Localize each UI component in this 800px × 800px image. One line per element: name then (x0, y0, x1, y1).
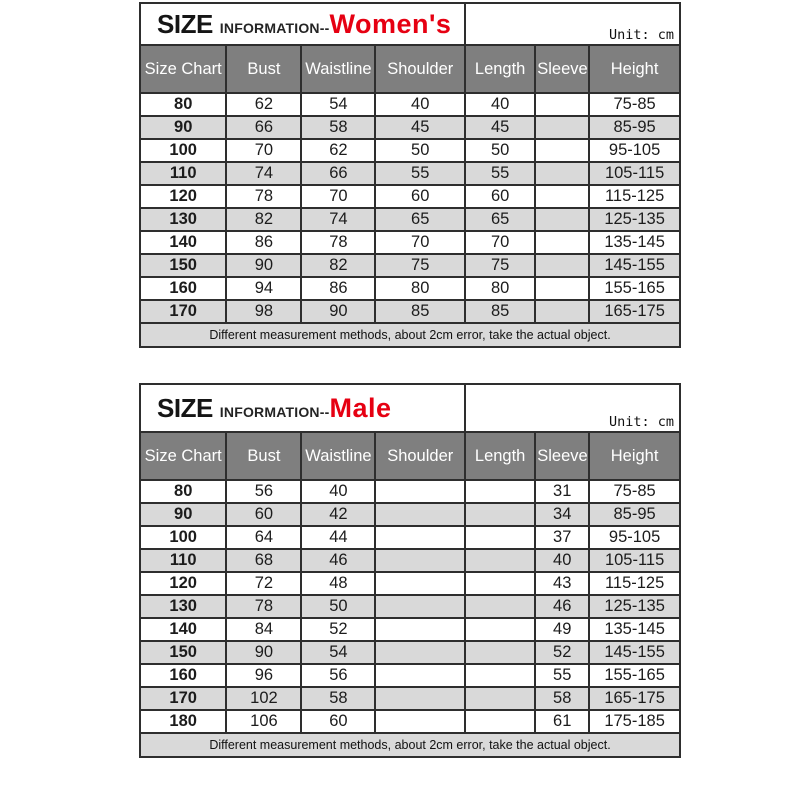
size-value: 90 (140, 503, 226, 526)
measurement-value (535, 116, 589, 139)
measurement-value: 64 (226, 526, 301, 549)
measurement-value: 75-85 (589, 480, 680, 503)
size-row (140, 595, 680, 618)
measurement-value (375, 526, 465, 549)
measurement-value: 125-135 (589, 595, 680, 618)
measurement-value: 60 (375, 185, 465, 208)
size-value: 80 (140, 93, 226, 116)
column-header: Bust (226, 432, 301, 480)
measurement-value (535, 208, 589, 231)
measurement-value: 82 (301, 254, 375, 277)
measurement-value: 55 (375, 162, 465, 185)
measurement-value: 50 (301, 595, 375, 618)
measurement-value: 70 (375, 231, 465, 254)
measurement-value (535, 139, 589, 162)
size-row (140, 549, 680, 572)
column-header: Waistline (301, 45, 375, 93)
measurement-value (535, 277, 589, 300)
measurement-value: 34 (535, 503, 589, 526)
column-header-row (140, 432, 680, 480)
measurement-value (535, 300, 589, 323)
womens-size-table (139, 2, 681, 348)
title-size-text: SIZE (157, 392, 213, 423)
measurement-value (375, 664, 465, 687)
size-row (140, 710, 680, 733)
title-information-text: INFORMATION-- (219, 19, 330, 36)
measurement-value: 60 (465, 185, 535, 208)
measurement-value: 55 (535, 664, 589, 687)
measurement-value: 86 (301, 277, 375, 300)
size-value: 140 (140, 231, 226, 254)
measurement-value: 85 (375, 300, 465, 323)
measurement-value: 70 (301, 185, 375, 208)
measurement-value: 95-105 (589, 139, 680, 162)
size-row (140, 116, 680, 139)
size-value: 80 (140, 480, 226, 503)
size-value: 160 (140, 277, 226, 300)
measurement-value: 125-135 (589, 208, 680, 231)
measurement-value: 72 (226, 572, 301, 595)
measurement-value (465, 526, 535, 549)
size-value: 170 (140, 300, 226, 323)
size-value: 100 (140, 139, 226, 162)
measurement-value: 96 (226, 664, 301, 687)
measurement-value: 40 (465, 93, 535, 116)
measurement-value: 62 (226, 93, 301, 116)
size-value: 180 (140, 710, 226, 733)
measurement-value: 155-165 (589, 277, 680, 300)
column-header: Length (465, 45, 535, 93)
measurement-value: 90 (301, 300, 375, 323)
size-table-body (140, 480, 680, 733)
size-table-body (140, 93, 680, 323)
measurement-value: 55 (465, 162, 535, 185)
measurement-value: 95-105 (589, 526, 680, 549)
measurement-value: 70 (226, 139, 301, 162)
measurement-value: 50 (465, 139, 535, 162)
measurement-value: 105-115 (589, 549, 680, 572)
measurement-value: 68 (226, 549, 301, 572)
measurement-value: 135-145 (589, 231, 680, 254)
measurement-value (465, 549, 535, 572)
measurement-value: 66 (226, 116, 301, 139)
title-row (140, 3, 680, 45)
size-row (140, 618, 680, 641)
measurement-value: 60 (226, 503, 301, 526)
measurement-value: 65 (375, 208, 465, 231)
measurement-value: 37 (535, 526, 589, 549)
footnote-row (140, 323, 680, 347)
size-row (140, 93, 680, 116)
size-row (140, 300, 680, 323)
measurement-value: 105-115 (589, 162, 680, 185)
measurement-value: 94 (226, 277, 301, 300)
measurement-value: 90 (226, 641, 301, 664)
measurement-value (465, 664, 535, 687)
measurement-value: 48 (301, 572, 375, 595)
measurement-value: 52 (535, 641, 589, 664)
measurement-value: 102 (226, 687, 301, 710)
table-title (140, 3, 465, 45)
column-header: Height (589, 45, 680, 93)
measurement-value: 52 (301, 618, 375, 641)
measurement-value: 75 (375, 254, 465, 277)
measurement-value (535, 162, 589, 185)
column-header: Length (465, 432, 535, 480)
measurement-value: 56 (301, 664, 375, 687)
measurement-value (375, 572, 465, 595)
size-value: 150 (140, 641, 226, 664)
measurement-value: 58 (301, 116, 375, 139)
column-header: Sleeve (535, 45, 589, 93)
measurement-value (375, 549, 465, 572)
title-gender-text: Women's (329, 8, 452, 39)
measurement-value: 56 (226, 480, 301, 503)
measurement-value (465, 595, 535, 618)
measurement-value: 80 (465, 277, 535, 300)
measurement-value: 45 (375, 116, 465, 139)
measurement-value: 43 (535, 572, 589, 595)
measurement-value: 70 (465, 231, 535, 254)
size-row (140, 185, 680, 208)
measurement-value: 74 (226, 162, 301, 185)
unit-label: Unit: cm (465, 3, 680, 45)
measurement-value: 62 (301, 139, 375, 162)
title-gender-text: Male (329, 392, 392, 423)
measurement-value (375, 595, 465, 618)
measurement-value: 50 (375, 139, 465, 162)
column-header: Size Chart (140, 432, 226, 480)
table-title (140, 384, 465, 432)
measurement-value: 66 (301, 162, 375, 185)
measurement-value: 75 (465, 254, 535, 277)
size-row (140, 572, 680, 595)
measurement-value (375, 503, 465, 526)
measurement-value (375, 641, 465, 664)
size-row (140, 503, 680, 526)
measurement-value: 46 (535, 595, 589, 618)
size-value: 130 (140, 595, 226, 618)
measurement-value (375, 480, 465, 503)
measurement-value: 78 (226, 185, 301, 208)
measurement-value: 155-165 (589, 664, 680, 687)
measurement-value: 135-145 (589, 618, 680, 641)
measurement-value: 84 (226, 618, 301, 641)
measurement-value: 61 (535, 710, 589, 733)
measurement-value: 78 (226, 595, 301, 618)
measurement-value: 106 (226, 710, 301, 733)
measurement-value (465, 503, 535, 526)
measurement-value (375, 710, 465, 733)
size-row (140, 254, 680, 277)
measurement-value: 165-175 (589, 300, 680, 323)
measurement-note: Different measurement methods, about 2cm error, take the actual object. (140, 733, 680, 757)
measurement-value (465, 618, 535, 641)
column-header: Waistline (301, 432, 375, 480)
measurement-value: 31 (535, 480, 589, 503)
measurement-value: 98 (226, 300, 301, 323)
measurement-value: 40 (375, 93, 465, 116)
footnote-row (140, 733, 680, 757)
measurement-value (465, 687, 535, 710)
measurement-value (535, 93, 589, 116)
measurement-value: 40 (535, 549, 589, 572)
size-value: 100 (140, 526, 226, 549)
measurement-value: 145-155 (589, 641, 680, 664)
unit-label: Unit: cm (465, 384, 680, 432)
measurement-value: 80 (375, 277, 465, 300)
measurement-value: 54 (301, 641, 375, 664)
measurement-value (535, 231, 589, 254)
measurement-value: 58 (301, 687, 375, 710)
measurement-value: 78 (301, 231, 375, 254)
measurement-value: 74 (301, 208, 375, 231)
measurement-value: 46 (301, 549, 375, 572)
size-row (140, 664, 680, 687)
title-row (140, 384, 680, 432)
mens-size-table (139, 383, 681, 758)
column-header: Size Chart (140, 45, 226, 93)
size-row (140, 231, 680, 254)
measurement-value (535, 254, 589, 277)
measurement-value: 44 (301, 526, 375, 549)
measurement-value: 49 (535, 618, 589, 641)
measurement-value: 54 (301, 93, 375, 116)
size-row (140, 277, 680, 300)
size-row (140, 162, 680, 185)
column-header: Sleeve (535, 432, 589, 480)
size-row (140, 480, 680, 503)
measurement-value: 145-155 (589, 254, 680, 277)
size-row (140, 526, 680, 549)
column-header: Shoulder (375, 45, 465, 93)
size-value: 110 (140, 162, 226, 185)
measurement-value: 40 (301, 480, 375, 503)
measurement-value: 85 (465, 300, 535, 323)
measurement-value (465, 710, 535, 733)
measurement-value (465, 641, 535, 664)
size-row (140, 208, 680, 231)
measurement-value (375, 618, 465, 641)
measurement-value: 115-125 (589, 572, 680, 595)
measurement-value: 90 (226, 254, 301, 277)
title-information-text: INFORMATION-- (219, 403, 330, 420)
measurement-value (535, 185, 589, 208)
measurement-note: Different measurement methods, about 2cm error, take the actual object. (140, 323, 680, 347)
size-value: 160 (140, 664, 226, 687)
size-value: 140 (140, 618, 226, 641)
size-row (140, 641, 680, 664)
measurement-value: 85-95 (589, 116, 680, 139)
size-value: 130 (140, 208, 226, 231)
measurement-value: 65 (465, 208, 535, 231)
measurement-value: 42 (301, 503, 375, 526)
column-header: Height (589, 432, 680, 480)
size-value: 120 (140, 572, 226, 595)
size-value: 150 (140, 254, 226, 277)
size-value: 170 (140, 687, 226, 710)
size-value: 110 (140, 549, 226, 572)
measurement-value: 60 (301, 710, 375, 733)
measurement-value: 165-175 (589, 687, 680, 710)
measurement-value: 175-185 (589, 710, 680, 733)
measurement-value: 82 (226, 208, 301, 231)
measurement-value: 75-85 (589, 93, 680, 116)
measurement-value: 45 (465, 116, 535, 139)
measurement-value: 58 (535, 687, 589, 710)
size-value: 120 (140, 185, 226, 208)
size-row (140, 687, 680, 710)
measurement-value: 86 (226, 231, 301, 254)
measurement-value: 85-95 (589, 503, 680, 526)
column-header: Shoulder (375, 432, 465, 480)
column-header-row (140, 45, 680, 93)
measurement-value (465, 480, 535, 503)
size-row (140, 139, 680, 162)
measurement-value (375, 687, 465, 710)
title-size-text: SIZE (157, 8, 213, 39)
measurement-value (465, 572, 535, 595)
size-value: 90 (140, 116, 226, 139)
column-header: Bust (226, 45, 301, 93)
measurement-value: 115-125 (589, 185, 680, 208)
